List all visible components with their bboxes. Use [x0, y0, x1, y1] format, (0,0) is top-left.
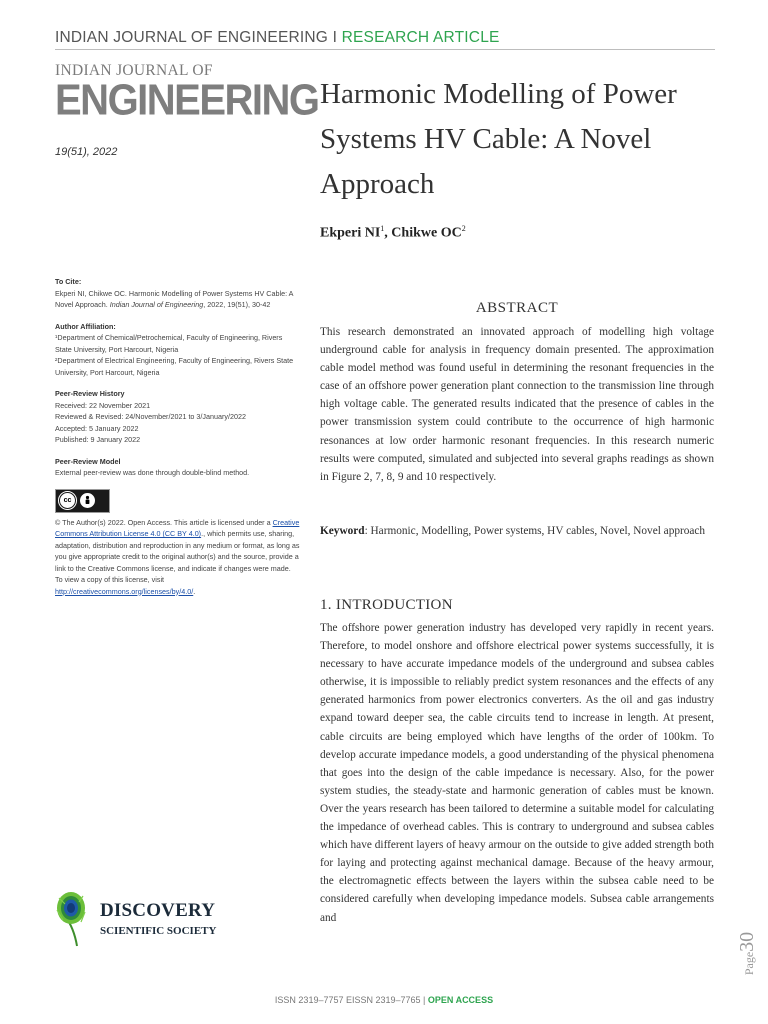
keyword-text: : Harmonic, Modelling, Power systems, HV cables, Novel, Novel approach [364, 525, 706, 537]
cite-journal: Indian Journal of Engineering [109, 300, 204, 309]
society-name: DISCOVERY [100, 900, 216, 921]
person-icon [80, 493, 95, 508]
journal-logo [55, 62, 319, 125]
cite-body: Ekperi NI, Chikwe OC. Harmonic Modelling of Power Systems HV Cable: A Novel Approach. [55, 288, 294, 309]
peacock-feather-icon [55, 890, 99, 948]
license-end: . [193, 586, 196, 596]
model-text: External peer-review was done through double-blind method. [55, 468, 250, 477]
issn-footer [0, 995, 768, 1005]
affiliation-heading: Author Affiliation: [55, 321, 116, 331]
keywords [320, 522, 714, 540]
cite-tail: , 2022, 19(51), 30-42 [203, 300, 271, 309]
affiliation-section [55, 321, 300, 379]
journal-logo-line1: INDIAN JOURNAL OF [55, 62, 213, 79]
page-word: Page [742, 951, 757, 976]
page-number-label [736, 932, 759, 975]
cc-icon: cc [59, 492, 76, 509]
open-access-label: OPEN ACCESS [427, 995, 494, 1005]
introduction-heading: 1. INTRODUCTION [320, 597, 453, 613]
published-date: Published: 9 January 2022 [55, 435, 141, 444]
license-body: ., which permits use, sharing, adaptation, distribution and reproduction in any medium or format, as long as you give appropriate credit to the original author(s) and the source, provide a link to the Creative Commons license, and indicate if changes were made. To view a copy of this license, visit [55, 529, 300, 584]
history-heading: Peer-Review History [55, 389, 125, 398]
discovery-society-logo [55, 890, 285, 950]
header-journal-name: INDIAN JOURNAL OF ENGINEERING I [55, 29, 338, 46]
license-link[interactable]: Creative Commons Attribution License 4.0 (CC BY 4.0) [55, 517, 300, 538]
cc-by-license-badge[interactable] [55, 489, 300, 513]
journal-header-bar [55, 29, 715, 50]
author-2: Chikwe OC [391, 225, 462, 241]
introduction-body: The offshore power generation industry has developed very rapidly in recent years. Therefore, to model onshore and offshore electrical power systems successfully, it is necessary to have accurate impedance models of the underground and subsea cables otherwise, it is impossible to reliably predict system resonances and the effects of any generated harmonics from power electronics converters. As the oil and gas industry expand toward deeper sea, the cable circuits tend to increase in length. At present, cable circuits are being employed which have lengths of the order of 100km. To develop accurate impedance models, a good understanding of the physical phenomena that goes into the design of the cable impedance is necessary. Also, for the power system studies, the steady-state and harmonic generation of cables must be known. Over the years research has been tailored to determine a suitable model for calculating the impedance of overhead cables. This is contrary to underground and subsea cables which have different layers of heavy armour on the outside to give added strength both for laying and protecting against mechanical damage. Because of the heavy armour, the electromagnetic effects between the layers within the subsea cable need to be considered carefully when developing impedance models. Subsea cable arrangements and [320, 622, 714, 924]
peer-review-model [55, 456, 300, 479]
affiliation-2: ²Department of Electrical Engineering, Faculty of Engineering, Rivers State University, Port Harcourt, Nigeria [55, 356, 294, 377]
peer-review-history [55, 388, 300, 446]
model-heading: Peer-Review Model [55, 456, 121, 466]
author-separator: , [384, 225, 392, 241]
accepted-date: Accepted: 5 January 2022 [55, 423, 139, 433]
cite-section [55, 276, 300, 311]
cite-text [55, 288, 300, 311]
author-1-affiliation: 1 [380, 224, 385, 233]
license-text [55, 517, 300, 598]
affiliation-1: ¹Department of Chemical/Petrochemical, Faculty of Engineering, Rivers State University, Port Harcourt, Nigeria [55, 333, 283, 354]
revised-date: Reviewed & Revised: 24/November/2021 to 3/January/2022 [55, 412, 246, 421]
page-digits: 30 [736, 931, 759, 952]
issue-label: 19(51), 2022 [55, 146, 118, 158]
author-1: Ekperi NI [320, 225, 381, 241]
article-info-sidebar [55, 276, 300, 597]
license-url-link[interactable]: http://creativecommons.org/licenses/by/4.0/ [55, 586, 194, 596]
society-subtitle: SCIENTIFIC SOCIETY [100, 925, 217, 937]
journal-logo-line2: ENGINEERING [55, 76, 319, 125]
license-intro: © The Author(s) 2022. Open Access. This article is licensed under a [55, 517, 271, 527]
author-list [320, 224, 466, 242]
received-date: Received: 22 November 2021 [55, 400, 151, 410]
issn-text: ISSN 2319–7757 EISSN 2319–7765 | [274, 995, 426, 1005]
cite-heading: To Cite: [55, 277, 82, 286]
page-number [730, 920, 760, 980]
header-article-type: RESEARCH ARTICLE [341, 29, 500, 46]
keyword-label: Keyword [320, 525, 365, 537]
article-title: Harmonic Modelling of Power Systems HV Cable: A Novel Approach [320, 78, 677, 200]
cc-badge-frame [55, 489, 110, 513]
abstract-heading: ABSTRACT [475, 300, 559, 316]
abstract-body: This research demonstrated an innovated approach of modelling high voltage underground cable for analysis in frequency domain presented. The approximation cable model method was found useful in determining the resonant frequencies in the case of an offshore power generation plant connection to the transmission line through high voltage cable. The generated results indicated that the presence of cables in the power transmission system could contribute to the occurrence of high harmonic resonances at low order harmonic resonant frequencies. In this research numeric results were computed, simulated and subjected into several graphs readings as shown in Figure 2, 7, 8, 9 and 10 respectively. [320, 326, 714, 483]
author-2-affiliation: 2 [461, 224, 466, 233]
